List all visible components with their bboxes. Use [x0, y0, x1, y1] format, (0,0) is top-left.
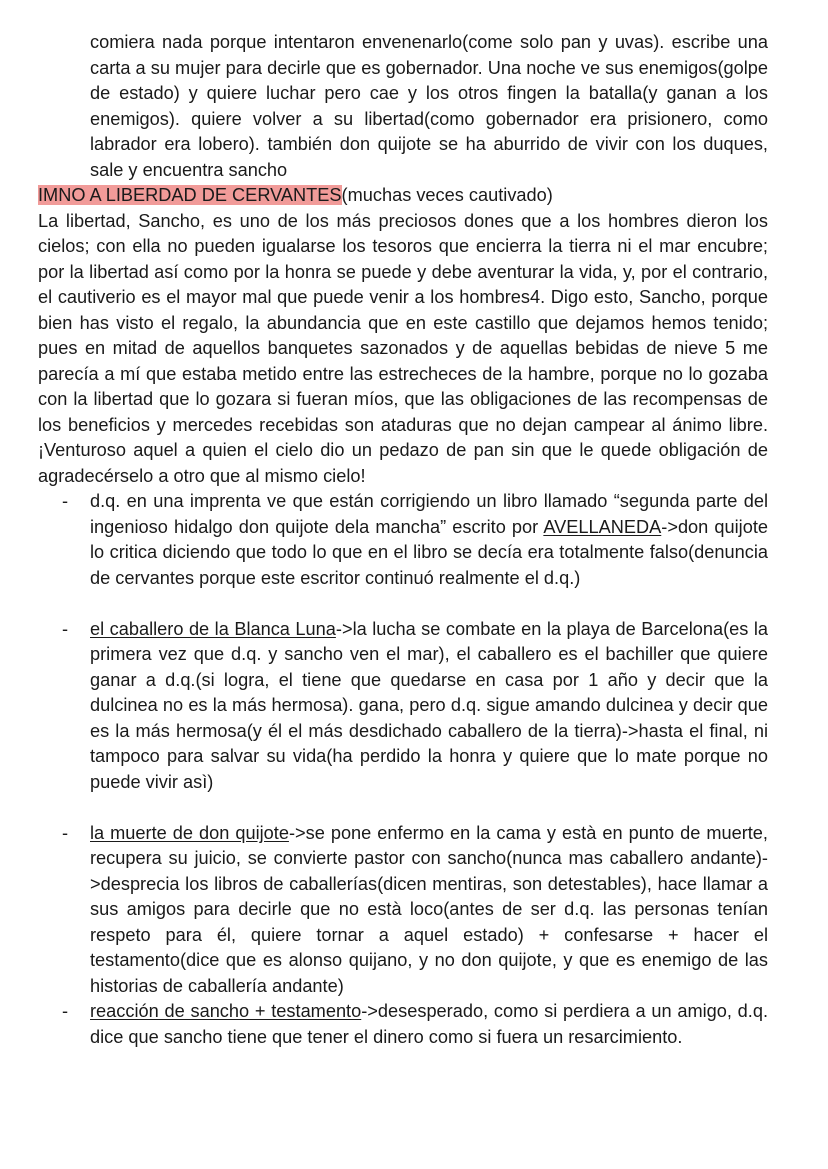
list-item [62, 821, 768, 1000]
bullet-dash: - [62, 618, 69, 639]
list-item [62, 617, 769, 796]
spacer [38, 795, 768, 821]
underlined-term: AVELLANEDA [543, 516, 662, 537]
bullet-dash: - [62, 491, 69, 511]
bullet-text: ->se pone enfermo en la cama y està en punto de muerte, recupera su juicio, se convierte pastor con sancho(nunca mas caballero andante)->desprecia los libros de caballerías(dicen mentiras, son detestables), hace llamar a sus amigos para decirle que no està loco(antes de ser d.q. las personas tenían respeto para él, quiere tornar a aquel estado) + confesarse + hacer el testamento(dice que es alonso quijano, y no don quijote, y que es enemigo de las historias de caballería andante) [90, 822, 768, 996]
underlined-term: reacción de sancho + testamento [90, 1001, 362, 1021]
intro-paragraph: comiera nada porque intentaron envenenarlo(come solo pan y uvas). escribe una carta a su mujer para decirle que es gobernador. Una noche ve sus enemigos(golpe de estado) y quiere luchar pero cae y los otros fingen la batalla(y ganan a los enemigos). quiere volver a su libertad(como gobernador era prisionero, como labrador era lobero). también don quijote se ha aburrido de vivir con los duques, sale y encuentra sancho [90, 32, 768, 180]
bullet-text: d.q. en una imprenta ve que están corrigiendo un libro llamado “segunda parte del ingenioso hidalgo don quijote dela mancha” escrito por [90, 491, 768, 537]
bullet-dash: - [62, 1001, 69, 1021]
document-page [38, 30, 768, 1050]
bullet-text: ->la lucha se combate en la playa de Barcelona(es la primera vez que d.q. y sancho ven el mar), el caballero es el bachiller que quiere ganar a d.q.(si logra, el tiene que quedarse en casa por 1 año y decir que la dulcinea no es la más hermosa). gana, pero d.q. sigue amando dulcinea y decir que es la más hermosa(y él el más desdichado caballero de la tierra)->hasta el final, ni tampoco para salvar su vida(ha perdido la honra y quiere que lo mate porque no puede vivir asì) [90, 618, 769, 792]
bullet-text: ->desesperado, como si perdiera a un amigo, d.q. dice que sancho tiene que tener el dinero como si fuera un resarcimiento. [90, 1001, 769, 1047]
highlighted-heading: IMNO A LIBERDAD DE CERVANTES [38, 185, 342, 205]
underlined-term: el caballero de la Blanca Luna [90, 618, 336, 639]
list-item [62, 489, 768, 591]
bullet-text: ->don quijote lo critica diciendo que todo lo que en el libro se decía era totalmente falso(denuncia de cervantes porque este escritor continuó realmente el d.q.) [90, 516, 768, 588]
quote-paragraph: La libertad, Sancho, es uno de los más preciosos dones que a los hombres dieron los cielos; con ella no pueden igualarse los tesoros que encierra la tierra ni el mar encubre; por la libertad así como por la honra se puede y debe aventurar la vida, y, por el contrario, el cautiverio es el mayor mal que puede venir a los hombres4. Digo esto, Sancho, porque bien has visto el regalo, la abundancia que en este castillo que dejamos hemos tenido; pues en mitad de aquellos banquetes sazonados y de aquellas bebidas de nieve 5 me parecía a mí que estaba metido entre las estrecheces de la hambre, porque no lo gozaba con la libertad que lo gozara si fueran míos, que las obligaciones de las recompensas de los beneficios y mercedes recebidas son ataduras que no dejan campear al ánimo libre. ¡Venturoso aquel a quien el cielo dio un pedazo de pan sin que le quede obligación de agradecérselo a otro que al mismo cielo! [38, 210, 768, 486]
heading-note: (muchas veces cautivado) [341, 185, 553, 205]
section-heading [38, 183, 768, 209]
spacer [38, 591, 768, 617]
list-item [62, 999, 769, 1050]
underlined-term: la muerte de don quijote [90, 822, 289, 843]
bullet-dash: - [62, 822, 69, 843]
